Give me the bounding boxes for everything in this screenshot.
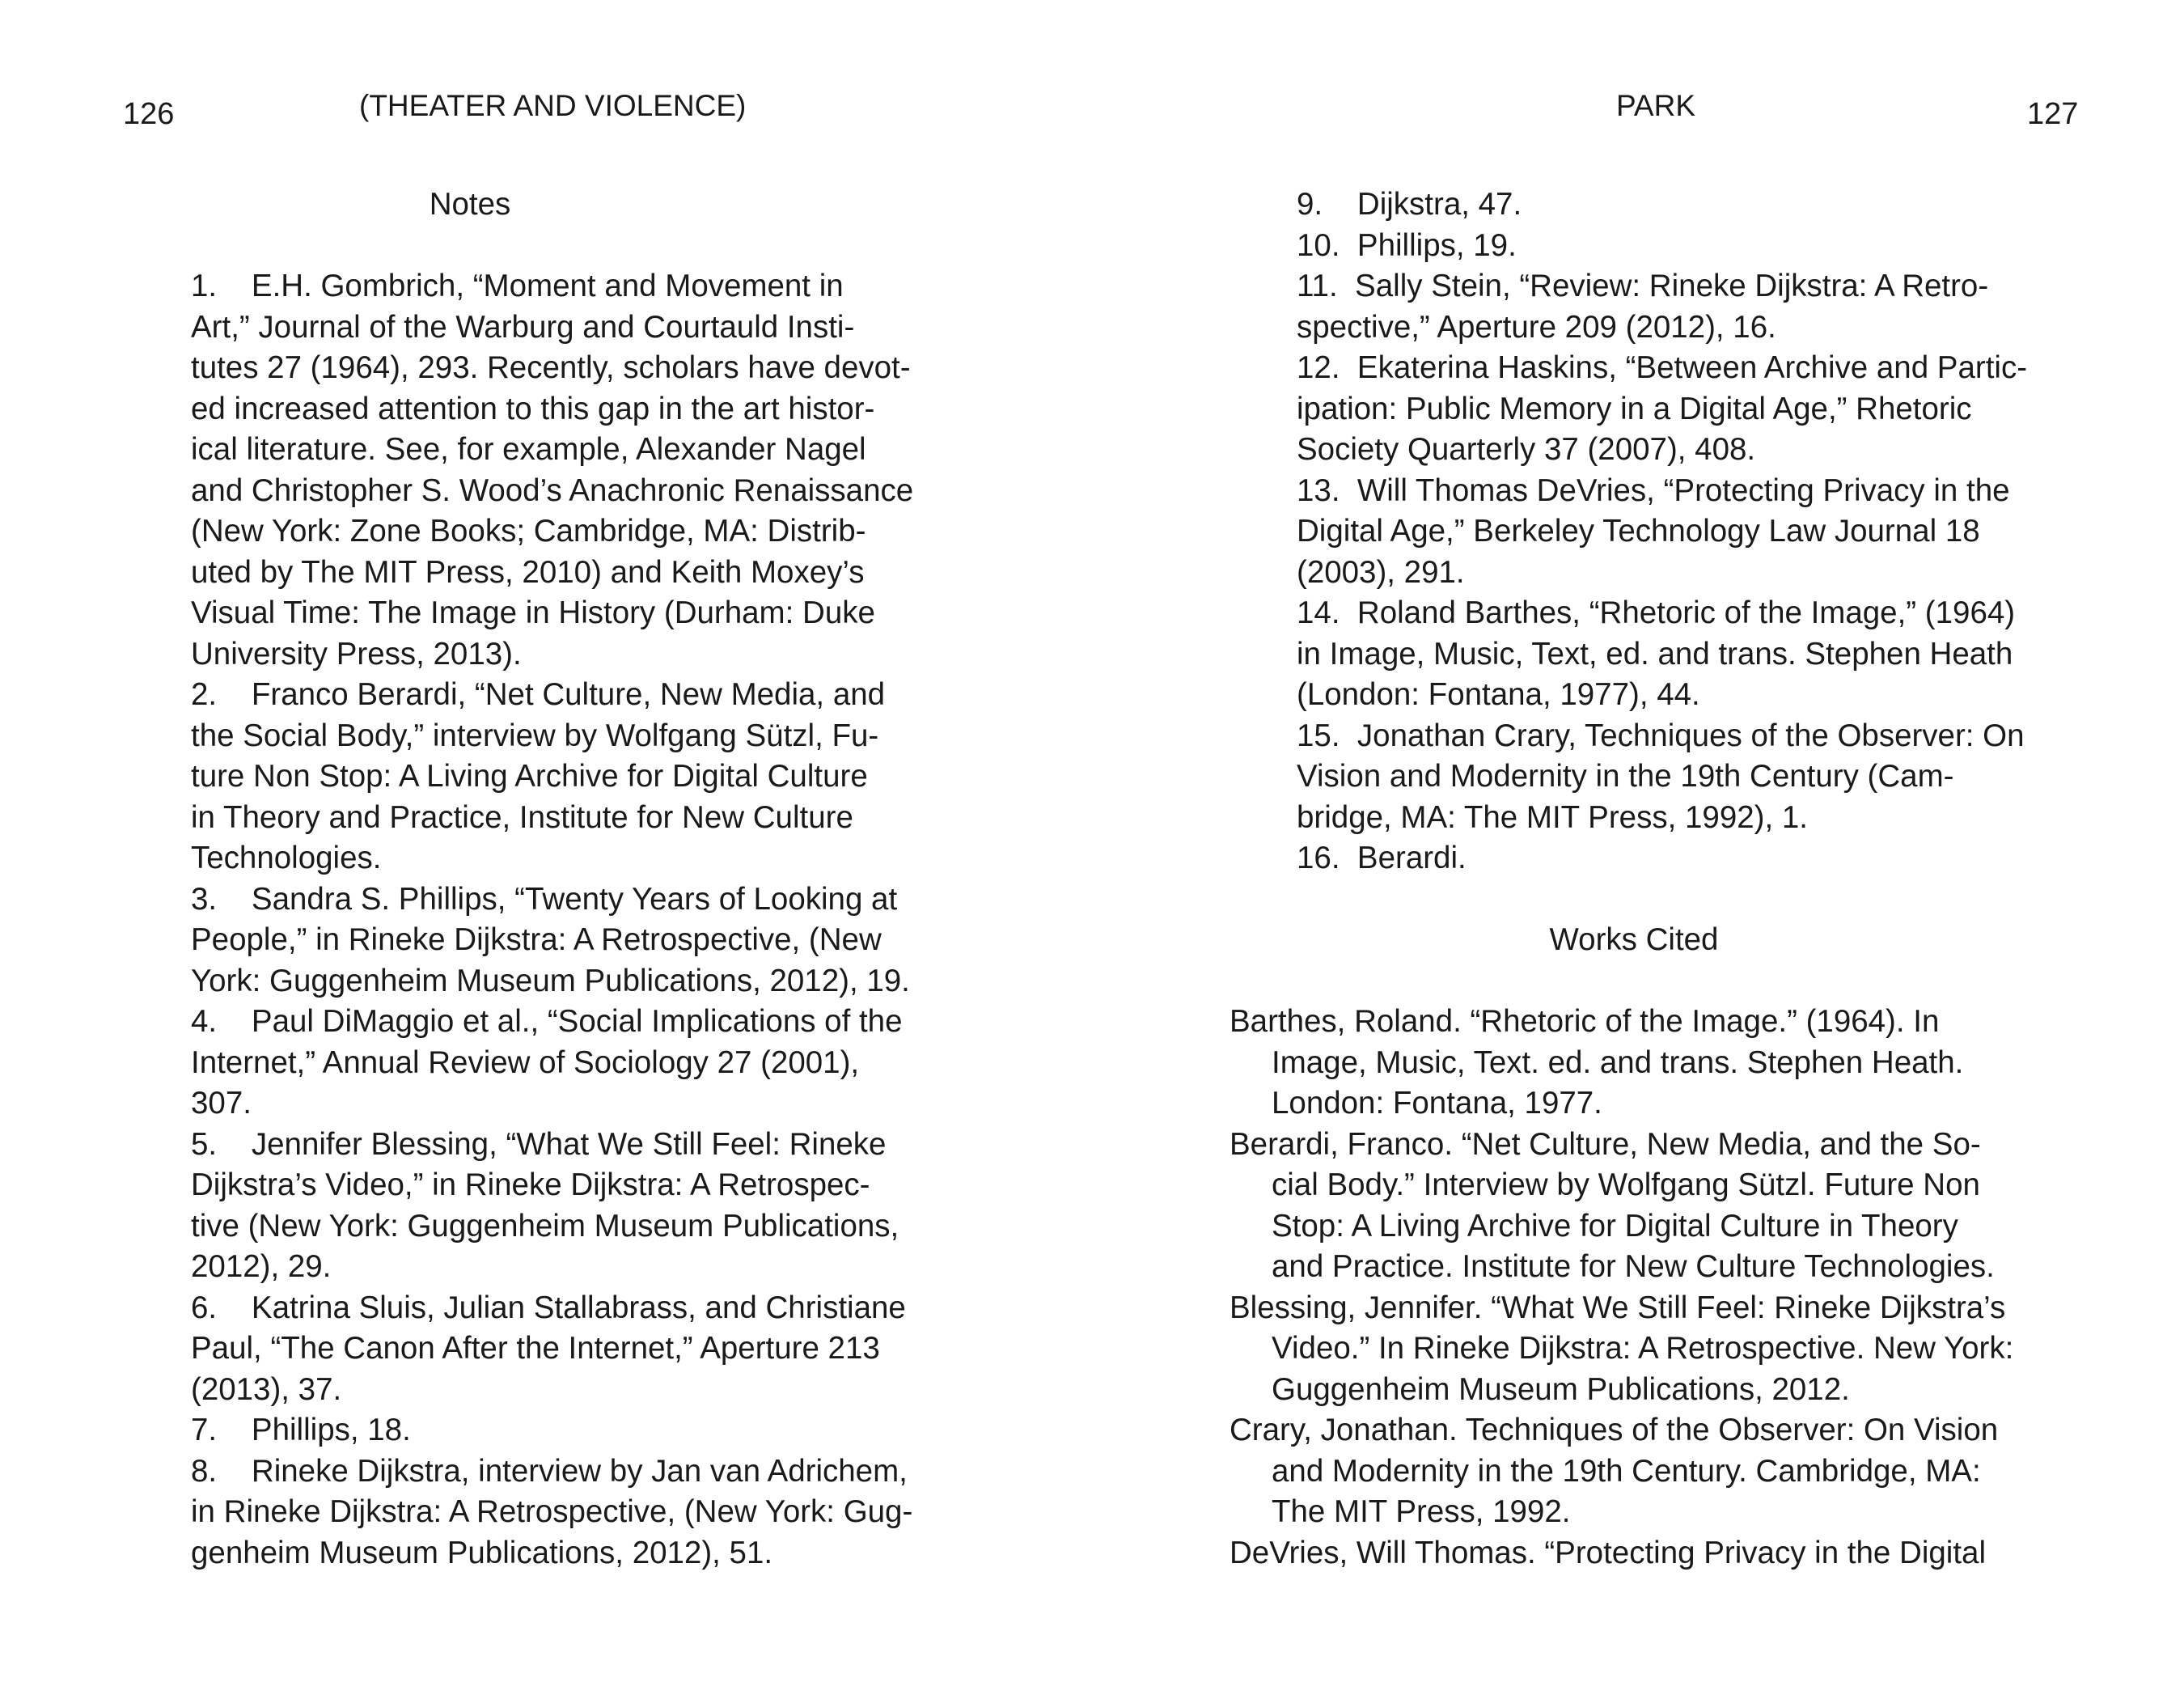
works-cited-section: [1230, 920, 2038, 1574]
note-line: 10. Phillips, 19.: [1297, 227, 1517, 263]
note-line: (New York: Zone Books; Cambridge, MA: Distrib-: [191, 514, 866, 549]
citation-line: Barthes, Roland. “Rhetoric of the Image.” (1964). In: [1230, 1004, 1940, 1039]
page-number-right: 127: [2027, 97, 2079, 131]
note-line: 14. Roland Barthes, “Rhetoric of the Image,” (1964): [1297, 595, 2016, 630]
note-line: 1. E.H. Gombrich, “Moment and Movement in: [191, 269, 844, 303]
note-line: uted by The MIT Press, 2010) and Keith Moxey’s: [191, 554, 865, 590]
note-line: 2. Franco Berardi, “Net Culture, New Media, and: [191, 677, 886, 712]
note-line: 13. Will Thomas DeVries, “Protecting Privacy in the: [1297, 472, 2010, 508]
note-line: Visual Time: The Image in History (Durham: Duke: [191, 595, 875, 630]
note-line: 9. Dijkstra, 47.: [1297, 187, 1522, 222]
citation-line: Crary, Jonathan. Techniques of the Observer: On Vision: [1230, 1413, 1999, 1447]
note-line: 15. Jonathan Crary, Techniques of the Observer: On: [1297, 718, 2025, 753]
right-page: [1092, 0, 2184, 1699]
note-line: in Rineke Dijkstra: A Retrospective, (New York: Gug-: [191, 1494, 913, 1529]
note-line: Vision and Modernity in the 19th Century (Cam-: [1297, 759, 1954, 794]
note-line: genheim Museum Publications, 2012), 51.: [191, 1535, 773, 1570]
note-line: ed increased attention to this gap in the art histor-: [191, 391, 875, 426]
citation-line: Guggenheim Museum Publications, 2012.: [1272, 1371, 1850, 1407]
note-line: 6. Katrina Sluis, Julian Stallabrass, and Christiane: [191, 1290, 906, 1325]
notes-continued: [1297, 184, 2028, 879]
note-line: 12. Ekaterina Haskins, “Between Archive and Partic-: [1297, 350, 2028, 385]
note-line: 7. Phillips, 18.: [191, 1413, 411, 1447]
works-cited-heading: Works Cited: [1549, 922, 1719, 957]
citation-line: Video.” In Rineke Dijkstra: A Retrospective. New York:: [1272, 1331, 2014, 1366]
note-line: the Social Body,” interview by Wolfgang Sützl, Fu-: [191, 718, 879, 753]
note-line: spective,” Aperture 209 (2012), 16.: [1297, 309, 1776, 345]
note-line: 2012), 29.: [191, 1249, 332, 1284]
note-line: and Christopher S. Wood’s Anachronic Renaissance: [191, 472, 914, 508]
citation-line: Berardi, Franco. “Net Culture, New Media, and the So-: [1230, 1126, 1981, 1162]
note-line: 11. Sally Stein, “Review: Rineke Dijkstra: A Retro-: [1297, 269, 1989, 303]
citation-line: DeVries, Will Thomas. “Protecting Privacy in the Digital: [1230, 1535, 1986, 1570]
note-line: Digital Age,” Berkeley Technology Law Journal 18: [1297, 514, 1980, 549]
note-line: ical literature. See, for example, Alexander Nagel: [191, 432, 866, 467]
citation-line: Image, Music, Text. ed. and trans. Stephen Heath.: [1272, 1044, 1964, 1080]
note-line: People,” in Rineke Dijkstra: A Retrospective, (New: [191, 922, 882, 957]
note-line: in Image, Music, Text, ed. and trans. Stephen Heath: [1297, 636, 2013, 672]
running-head-right: PARK: [1616, 89, 1696, 122]
note-line: Internet,” Annual Review of Sociology 27 (2001),: [191, 1044, 860, 1080]
note-line: University Press, 2013).: [191, 636, 522, 672]
note-line: York: Guggenheim Museum Publications, 2012), 19.: [191, 963, 910, 998]
notes-list-continued: [1297, 184, 2028, 879]
note-line: (2003), 291.: [1297, 554, 1465, 590]
note-line: in Theory and Practice, Institute for New Culture: [191, 799, 853, 835]
notes-list: [191, 266, 927, 1574]
note-line: (London: Fontana, 1977), 44.: [1297, 677, 1700, 712]
note-line: 4. Paul DiMaggio et al., “Social Implications of the: [191, 1004, 903, 1039]
note-line: bridge, MA: The MIT Press, 1992), 1.: [1297, 799, 1808, 835]
note-line: Society Quarterly 37 (2007), 408.: [1297, 432, 1756, 467]
note-line: 3. Sandra S. Phillips, “Twenty Years of Looking at: [191, 881, 898, 917]
page-number-left: 126: [123, 97, 175, 131]
note-line: Paul, “The Canon After the Internet,” Aperture 213: [191, 1331, 880, 1366]
note-line: ipation: Public Memory in a Digital Age,” Rhetoric: [1297, 391, 1972, 426]
works-cited-list: [1230, 1002, 2038, 1574]
citation-line: cial Body.” Interview by Wolfgang Sützl. Future Non: [1272, 1167, 1980, 1202]
citation-line: Blessing, Jennifer. “What We Still Feel: Rineke Dijkstra’s: [1230, 1290, 2006, 1325]
notes-section: [191, 184, 927, 1574]
notes-heading: Notes: [429, 187, 511, 222]
citation-line: The MIT Press, 1992.: [1272, 1494, 1571, 1529]
note-line: (2013), 37.: [191, 1371, 342, 1407]
citation-line: and Modernity in the 19th Century. Cambridge, MA:: [1272, 1453, 1981, 1489]
note-line: tutes 27 (1964), 293. Recently, scholars have devot-: [191, 350, 911, 385]
citation-line: London: Fontana, 1977.: [1272, 1086, 1602, 1121]
note-line: ture Non Stop: A Living Archive for Digital Culture: [191, 759, 868, 794]
note-line: Technologies.: [191, 841, 382, 875]
citation-line: and Practice. Institute for New Culture Technologies.: [1272, 1249, 1995, 1284]
note-line: Dijkstra’s Video,” in Rineke Dijkstra: A Retrospec-: [191, 1167, 870, 1202]
note-line: 8. Rineke Dijkstra, interview by Jan van Adrichem,: [191, 1453, 908, 1489]
note-line: tive (New York: Guggenheim Museum Publications,: [191, 1208, 899, 1244]
note-line: Art,” Journal of the Warburg and Courtauld Insti-: [191, 309, 855, 345]
citation-line: Stop: A Living Archive for Digital Culture in Theory: [1272, 1208, 1958, 1244]
note-line: 307.: [191, 1086, 252, 1121]
running-head-left: (THEATER AND VIOLENCE): [359, 89, 747, 122]
note-line: 5. Jennifer Blessing, “What We Still Feel: Rineke: [191, 1126, 887, 1162]
note-line: 16. Berardi.: [1297, 841, 1467, 875]
